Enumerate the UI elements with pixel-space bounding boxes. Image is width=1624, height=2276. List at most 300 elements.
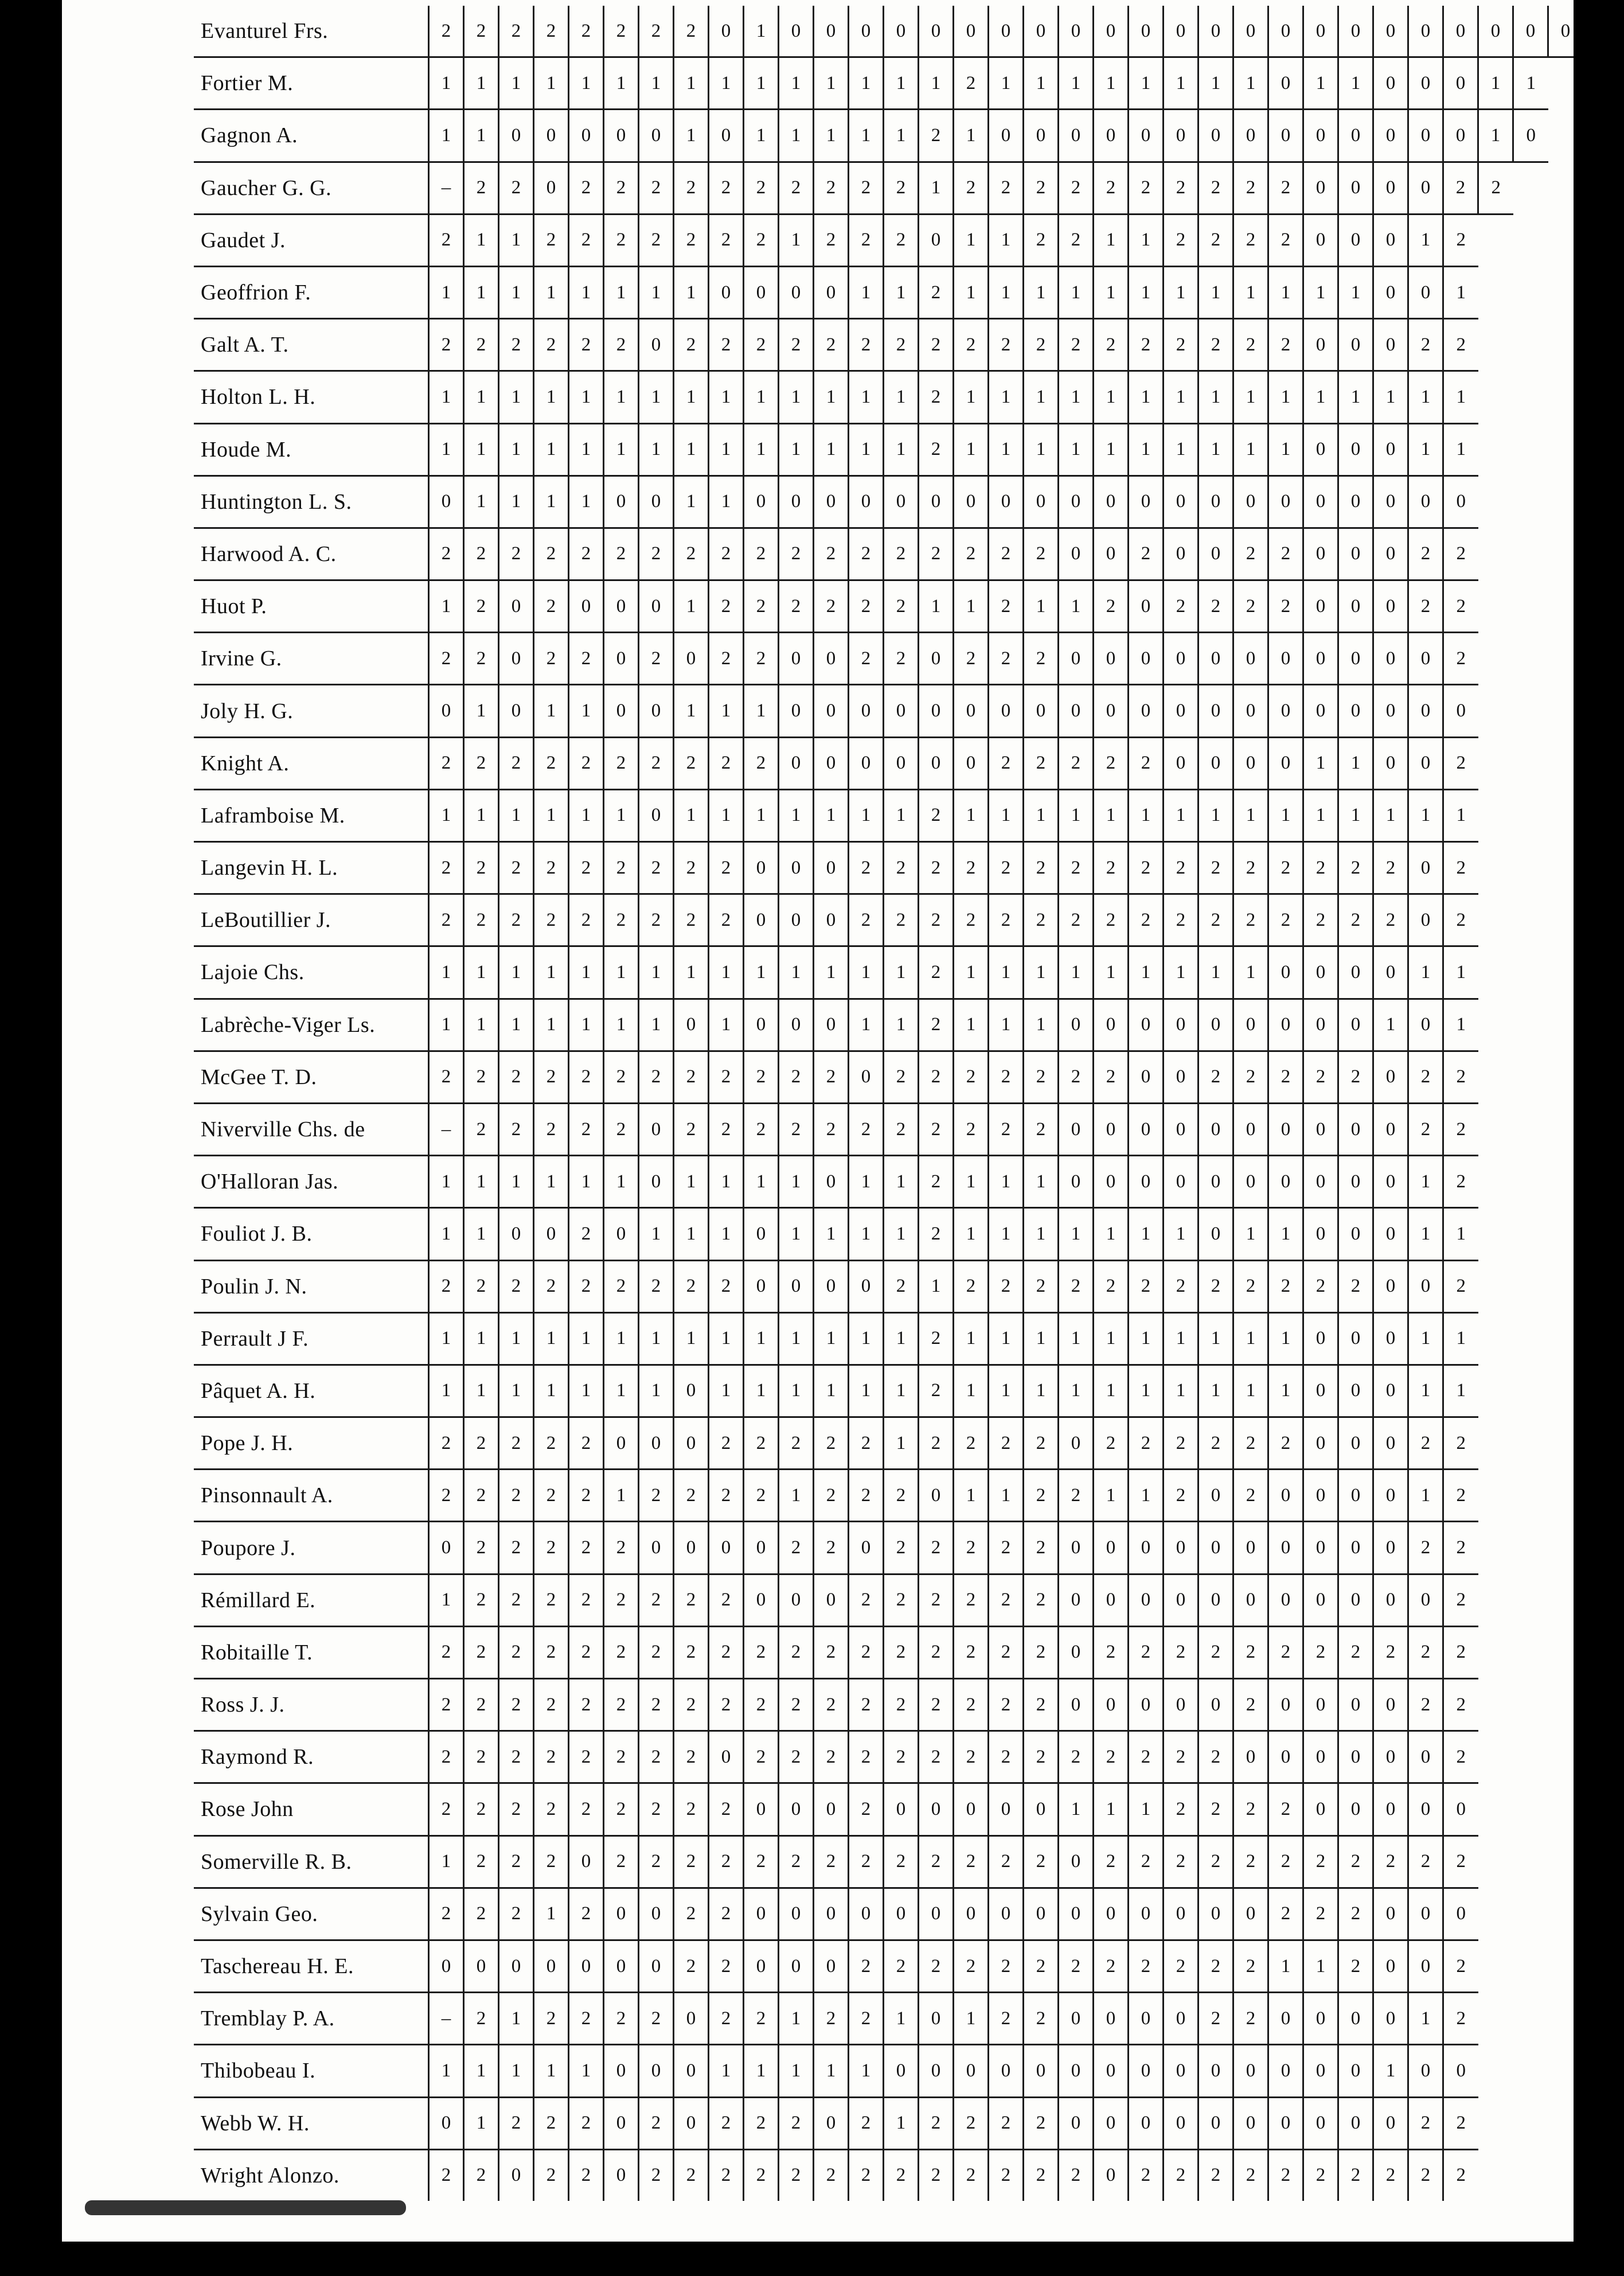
vote-cell: 2	[814, 214, 849, 266]
vote-cell: 0	[709, 110, 744, 162]
vote-cell: 2	[1024, 1679, 1059, 1731]
vote-cell: 0	[1094, 633, 1129, 685]
vote-cell: 0	[744, 894, 779, 946]
vote-cell: 0	[1303, 1103, 1338, 1155]
vote-cell: 0	[989, 110, 1024, 162]
vote-cell: 0	[1303, 476, 1338, 528]
vote-cell: 0	[1373, 1679, 1408, 1731]
vote-cell: 2	[779, 2149, 814, 2201]
vote-cell: 2	[989, 1103, 1024, 1155]
vote-cell: 0	[1059, 2097, 1094, 2149]
vote-cell: 0	[744, 1888, 779, 1940]
vote-cell: 2	[674, 528, 709, 580]
vote-cell: 0	[1408, 633, 1443, 685]
vote-cell: 1	[1129, 423, 1164, 476]
vote-cell: 2	[1268, 2149, 1303, 2201]
vote-cell: 2	[779, 1626, 814, 1678]
vote-cell: 0	[744, 476, 779, 528]
vote-cell: 1	[429, 1156, 464, 1208]
vote-cell: 2	[919, 1103, 954, 1155]
vote-cell: 1	[1094, 1470, 1129, 1522]
vote-cell: 1	[779, 1208, 814, 1260]
vote-cell: 2	[604, 1103, 639, 1155]
vote-cell: 1	[429, 371, 464, 423]
vote-cell: 2	[1233, 842, 1268, 894]
vote-cell: 0	[1373, 1940, 1408, 1992]
vote-cell: 0	[1338, 2045, 1373, 2097]
vote-cell: 0	[779, 1940, 814, 1992]
vote-cell: 1	[674, 423, 709, 476]
vote-cell: 1	[779, 371, 814, 423]
vote-cell: 0	[919, 6, 954, 57]
vote-cell: 2	[464, 1993, 499, 2045]
vote-cell: 1	[1408, 1312, 1443, 1365]
vote-cell: 1	[954, 789, 989, 841]
vote-cell: 0	[1338, 1679, 1373, 1731]
vote-cell: 0	[1268, 1993, 1303, 2045]
member-name: Rémillard E.	[194, 1574, 429, 1626]
vote-cell: 2	[1233, 162, 1268, 214]
vote-cell: 1	[674, 789, 709, 841]
vote-cell: 1	[569, 999, 604, 1051]
vote-cell: 2	[1233, 1417, 1268, 1470]
vote-cell: 1	[464, 946, 499, 999]
vote-cell: 0	[954, 1888, 989, 1940]
vote-cell: 2	[709, 1888, 744, 1940]
vote-cell: 1	[919, 580, 954, 633]
vote-cell: 0	[499, 633, 534, 685]
vote-cell: 2	[534, 1103, 569, 1155]
vote-cell: 2	[604, 1783, 639, 1835]
vote-cell: 2	[569, 1208, 604, 1260]
vote-cell: 2	[814, 1522, 849, 1574]
vote-cell: 2	[499, 737, 534, 789]
vote-cell: 1	[604, 999, 639, 1051]
vote-cell: 2	[604, 1522, 639, 1574]
vote-cell: 2	[849, 1679, 884, 1731]
vote-cell: 2	[709, 1260, 744, 1312]
member-row	[194, 1731, 1574, 1783]
vote-cell: 0	[779, 842, 814, 894]
vote-cell: 2	[744, 319, 779, 371]
vote-cell: 0	[1303, 946, 1338, 999]
vote-cell: 1	[534, 999, 569, 1051]
vote-cell: 1	[1129, 1783, 1164, 1835]
vote-cell: 2	[1024, 842, 1059, 894]
vote-cell: 2	[1164, 1626, 1199, 1678]
vote-cell: 2	[1443, 2149, 1478, 2201]
vote-cell: 2	[569, 894, 604, 946]
vote-cell: 2	[989, 1260, 1024, 1312]
vote-cell: 2	[779, 1679, 814, 1731]
vote-cell: 1	[884, 1156, 919, 1208]
vote-cell: 1	[1129, 789, 1164, 841]
vote-cell: 0	[814, 2097, 849, 2149]
vote-cell: 2	[989, 1940, 1024, 1992]
vote-cell: 0	[1059, 999, 1094, 1051]
vote-cell: 2	[1338, 1626, 1373, 1678]
member-name: Huntington L. S.	[194, 476, 429, 528]
vote-cell: 0	[499, 580, 534, 633]
vote-cell: 0	[1338, 999, 1373, 1051]
vote-cell: 2	[779, 2097, 814, 2149]
member-row	[194, 737, 1574, 789]
vote-cell: 2	[534, 633, 569, 685]
vote-cell: 0	[1164, 6, 1199, 57]
vote-cell: 0	[1303, 1208, 1338, 1260]
vote-cell: 0	[1059, 1888, 1094, 1940]
vote-cell: 2	[1024, 1470, 1059, 1522]
vote-cell: 2	[1268, 1626, 1303, 1678]
vote-cell: 2	[954, 1260, 989, 1312]
member-row	[194, 1156, 1574, 1208]
vote-cell: 1	[1129, 1365, 1164, 1417]
vote-cell: 0	[1373, 946, 1408, 999]
vote-cell: 1	[674, 1208, 709, 1260]
vote-cell: 0	[1338, 2097, 1373, 2149]
vote-cell: 0	[1199, 1156, 1233, 1208]
vote-cell: 1	[744, 423, 779, 476]
vote-cell: 0	[884, 1888, 919, 1940]
member-name: Sylvain Geo.	[194, 1888, 429, 1940]
vote-cell: 0	[1338, 6, 1373, 57]
vote-cell: 0	[1303, 1993, 1338, 2045]
vote-cell: 1	[499, 946, 534, 999]
member-row	[194, 528, 1574, 580]
vote-cell: 1	[1024, 789, 1059, 841]
vote-cell: 2	[954, 842, 989, 894]
vote-cell: 1	[1373, 2045, 1408, 2097]
vote-cell: 0	[1303, 685, 1338, 737]
vote-cell: 2	[1024, 2097, 1059, 2149]
member-row	[194, 57, 1574, 110]
vote-cell: 2	[1164, 580, 1199, 633]
vote-cell: 1	[1373, 371, 1408, 423]
vote-cell: 2	[639, 214, 674, 266]
vote-cell: 1	[709, 423, 744, 476]
vote-cell: 2	[674, 1783, 709, 1835]
vote-cell: 2	[569, 162, 604, 214]
member-row	[194, 162, 1574, 214]
vote-cell: 2	[639, 894, 674, 946]
vote-cell: 2	[1443, 1731, 1478, 1783]
member-row	[194, 1888, 1574, 1940]
vote-cell: 1	[464, 57, 499, 110]
member-row	[194, 946, 1574, 999]
vote-cell: 2	[1408, 1626, 1443, 1678]
vote-cell: 2	[1373, 842, 1408, 894]
vote-cell: 1	[779, 214, 814, 266]
vote-cell: 1	[429, 999, 464, 1051]
vote-cell: 0	[1094, 2097, 1129, 2149]
vote-cell: 2	[1443, 1626, 1478, 1678]
vote-cell: 0	[1408, 2045, 1443, 2097]
vote-cell: 1	[814, 110, 849, 162]
vote-cell: 0	[1338, 1312, 1373, 1365]
vote-cell: 0	[1303, 580, 1338, 633]
vote-cell: 0	[1129, 2045, 1164, 2097]
vote-cell: 0	[814, 685, 849, 737]
vote-cell: 1	[709, 2045, 744, 2097]
vote-cell: 2	[709, 214, 744, 266]
vote-cell: 0	[849, 476, 884, 528]
vote-cell: 2	[849, 2149, 884, 2201]
vote-cell: 1	[1303, 737, 1338, 789]
vote-cell: 1	[1164, 266, 1199, 318]
vote-cell: 1	[674, 946, 709, 999]
vote-cell: 2	[1129, 528, 1164, 580]
vote-cell: 2	[429, 894, 464, 946]
vote-cell: 0	[1094, 6, 1129, 57]
vote-cell: 1	[1233, 1312, 1268, 1365]
vote-cell: 1	[814, 1312, 849, 1365]
vote-cell: 0	[1408, 6, 1443, 57]
vote-cell: 0	[1303, 214, 1338, 266]
member-row	[194, 319, 1574, 371]
vote-cell: 2	[639, 1993, 674, 2045]
vote-cell: 1	[954, 1208, 989, 1260]
vote-cell: 0	[1094, 999, 1129, 1051]
vote-cell: 1	[954, 266, 989, 318]
vote-cell: 1	[534, 371, 569, 423]
vote-cell: 2	[919, 999, 954, 1051]
vote-cell: 0	[604, 476, 639, 528]
vote-cell: 2	[744, 1679, 779, 1731]
vote-cell: 2	[849, 842, 884, 894]
vote-cell: 2	[604, 1051, 639, 1103]
vote-cell: 1	[1268, 1312, 1303, 1365]
vote-cell: 0	[1024, 476, 1059, 528]
vote-cell: 1	[1024, 371, 1059, 423]
vote-cell: 2	[849, 1731, 884, 1783]
vote-cell: 2	[499, 1470, 534, 1522]
vote-cell: 1	[1478, 57, 1513, 110]
vote-cell: 2	[919, 110, 954, 162]
vote-cell: 2	[534, 528, 569, 580]
vote-cell: 1	[954, 1993, 989, 2045]
vote-cell: 0	[1199, 685, 1233, 737]
vote-cell: 0	[709, 1522, 744, 1574]
vote-cell: 1	[464, 110, 499, 162]
vote-cell: 2	[884, 580, 919, 633]
vote-cell: 0	[499, 2149, 534, 2201]
vote-cell: 2	[674, 162, 709, 214]
vote-cell: 2	[534, 1051, 569, 1103]
vote-cell: 0	[1129, 685, 1164, 737]
vote-cell: 0	[954, 1783, 989, 1835]
vote-cell: 0	[814, 476, 849, 528]
vote-cell: 0	[1164, 110, 1199, 162]
vote-cell: 0	[569, 580, 604, 633]
vote-cell: 2	[849, 633, 884, 685]
vote-cell: 0	[1338, 162, 1373, 214]
vote-cell: 2	[1408, 528, 1443, 580]
vote-cell: 0	[1338, 1993, 1373, 2045]
vote-cell: 2	[429, 1051, 464, 1103]
vote-cell: 1	[604, 1470, 639, 1522]
vote-cell: 1	[1059, 57, 1094, 110]
vote-cell: 1	[674, 266, 709, 318]
vote-cell: 2	[534, 1417, 569, 1470]
vote-cell: 2	[989, 1417, 1024, 1470]
vote-cell: 0	[1164, 999, 1199, 1051]
vote-cell: 1	[884, 1208, 919, 1260]
vote-cell: 0	[1164, 2045, 1199, 2097]
vote-cell: 0	[604, 1888, 639, 1940]
vote-cell: 0	[1094, 528, 1129, 580]
vote-cell: 2	[569, 319, 604, 371]
vote-cell: 0	[779, 1260, 814, 1312]
vote-cell: 0	[1303, 999, 1338, 1051]
vote-cell: 2	[604, 162, 639, 214]
vote-cell: 2	[1443, 2097, 1478, 2149]
vote-cell: 1	[884, 999, 919, 1051]
vote-cell: 0	[779, 685, 814, 737]
vote-cell: 1	[1338, 266, 1373, 318]
vote-cell: 1	[1303, 266, 1338, 318]
vote-cell: 0	[569, 1835, 604, 1888]
vote-cell: 1	[1199, 789, 1233, 841]
vote-cell: 2	[709, 1574, 744, 1626]
vote-cell: 1	[674, 57, 709, 110]
vote-cell: 1	[1233, 371, 1268, 423]
member-name: Lajoie Chs.	[194, 946, 429, 999]
vote-cell: 1	[604, 423, 639, 476]
vote-cell: 0	[1478, 6, 1513, 57]
vote-cell: 1	[639, 371, 674, 423]
vote-cell: 2	[499, 1051, 534, 1103]
vote-cell: 0	[1164, 1522, 1199, 1574]
vote-cell: 2	[1408, 1522, 1443, 1574]
vote-cell: 0	[1094, 1888, 1129, 1940]
vote-cell: 2	[709, 580, 744, 633]
vote-cell: 0	[814, 999, 849, 1051]
vote-cell: 2	[849, 1417, 884, 1470]
vote-cell: 0	[1059, 476, 1094, 528]
vote-cell: 1	[744, 6, 779, 57]
vote-cell: 2	[1408, 2149, 1443, 2201]
vote-cell: 2	[1059, 842, 1094, 894]
vote-cell: 0	[1094, 476, 1129, 528]
vote-cell: 0	[744, 1940, 779, 1992]
vote-cell: 0	[1094, 1156, 1129, 1208]
member-row	[194, 2149, 1574, 2201]
vote-cell: 1	[569, 371, 604, 423]
vote-cell: 0	[1373, 1103, 1408, 1155]
vote-cell: 2	[569, 1679, 604, 1731]
vote-cell: 2	[604, 1835, 639, 1888]
vote-cell: 2	[919, 1208, 954, 1260]
member-name: LeBoutillier J.	[194, 894, 429, 946]
vote-cell: 1	[814, 789, 849, 841]
vote-cell: 2	[1408, 1679, 1443, 1731]
vote-cell: 2	[464, 1522, 499, 1574]
vote-cell: 2	[1268, 580, 1303, 633]
vote-cell: 0	[919, 737, 954, 789]
vote-cell: 0	[1268, 2097, 1303, 2149]
vote-cell: 2	[464, 1731, 499, 1783]
member-row	[194, 1522, 1574, 1574]
vote-cell: 2	[954, 2149, 989, 2201]
vote-cell: 2	[814, 1993, 849, 2045]
vote-cell: 2	[954, 1626, 989, 1678]
vote-cell: 1	[709, 789, 744, 841]
vote-cell: 0	[1024, 685, 1059, 737]
vote-cell: 0	[674, 999, 709, 1051]
vote-cell: 1	[499, 57, 534, 110]
vote-cell: 2	[1338, 894, 1373, 946]
vote-cell: 0	[1338, 1208, 1373, 1260]
vote-cell: 1	[849, 946, 884, 999]
vote-cell: 0	[1373, 2097, 1408, 2149]
vote-cell: 0	[954, 685, 989, 737]
vote-cell: 2	[814, 1626, 849, 1678]
vote-cell: 2	[744, 1835, 779, 1888]
vote-cell: 2	[709, 894, 744, 946]
vote-cell: 2	[1024, 1835, 1059, 1888]
vote-cell: 2	[1129, 319, 1164, 371]
vote-cell: 2	[884, 1260, 919, 1312]
vote-cell: 2	[1303, 1051, 1338, 1103]
vote-cell: 1	[464, 2045, 499, 2097]
vote-cell: 2	[1443, 1156, 1478, 1208]
vote-cell: 2	[1059, 2149, 1094, 2201]
vote-cell: 1	[814, 57, 849, 110]
member-name: Poupore J.	[194, 1522, 429, 1574]
vote-cell: 2	[1233, 1783, 1268, 1835]
vote-cell: 2	[1094, 1835, 1129, 1888]
vote-cell: 1	[464, 371, 499, 423]
vote-cell: 2	[1443, 1417, 1478, 1470]
vote-cell: 1	[1024, 1365, 1059, 1417]
vote-cell: 1	[744, 1365, 779, 1417]
vote-cell: 2	[569, 1103, 604, 1155]
vote-cell: 2	[1268, 319, 1303, 371]
vote-cell: 2	[639, 2097, 674, 2149]
vote-cell: 2	[1443, 1993, 1478, 2045]
vote-cell: 2	[1024, 528, 1059, 580]
vote-cell: 2	[1164, 319, 1199, 371]
vote-cell: 0	[1199, 528, 1233, 580]
vote-cell: 1	[1059, 1365, 1094, 1417]
vote-cell: 2	[744, 1470, 779, 1522]
vote-cell: 0	[1233, 1574, 1268, 1626]
vote-cell: 1	[989, 371, 1024, 423]
vote-cell: 0	[639, 319, 674, 371]
vote-cell: 0	[674, 1993, 709, 2045]
vote-cell: 2	[1024, 319, 1059, 371]
vote-cell: 1	[464, 266, 499, 318]
vote-cell: 0	[1164, 2097, 1199, 2149]
vote-cell: 1	[744, 946, 779, 999]
vote-cell: 1	[604, 946, 639, 999]
vote-cell: 1	[989, 266, 1024, 318]
vote-cell: 0	[1408, 737, 1443, 789]
vote-cell: 2	[1129, 842, 1164, 894]
vote-cell: 0	[1059, 1156, 1094, 1208]
vote-cell: 2	[884, 319, 919, 371]
vote-cell: 2	[1373, 894, 1408, 946]
vote-cell: 0	[1164, 737, 1199, 789]
vote-cell: 2	[1233, 1835, 1268, 1888]
vote-cell: 2	[709, 2097, 744, 2149]
vote-cell: 2	[464, 528, 499, 580]
vote-cell: 2	[989, 1522, 1024, 1574]
vote-cell: 2	[1199, 1731, 1233, 1783]
vote-cell: 1	[1094, 1208, 1129, 1260]
vote-cell: 2	[1443, 162, 1478, 214]
vote-cell: 0	[1268, 1679, 1303, 1731]
